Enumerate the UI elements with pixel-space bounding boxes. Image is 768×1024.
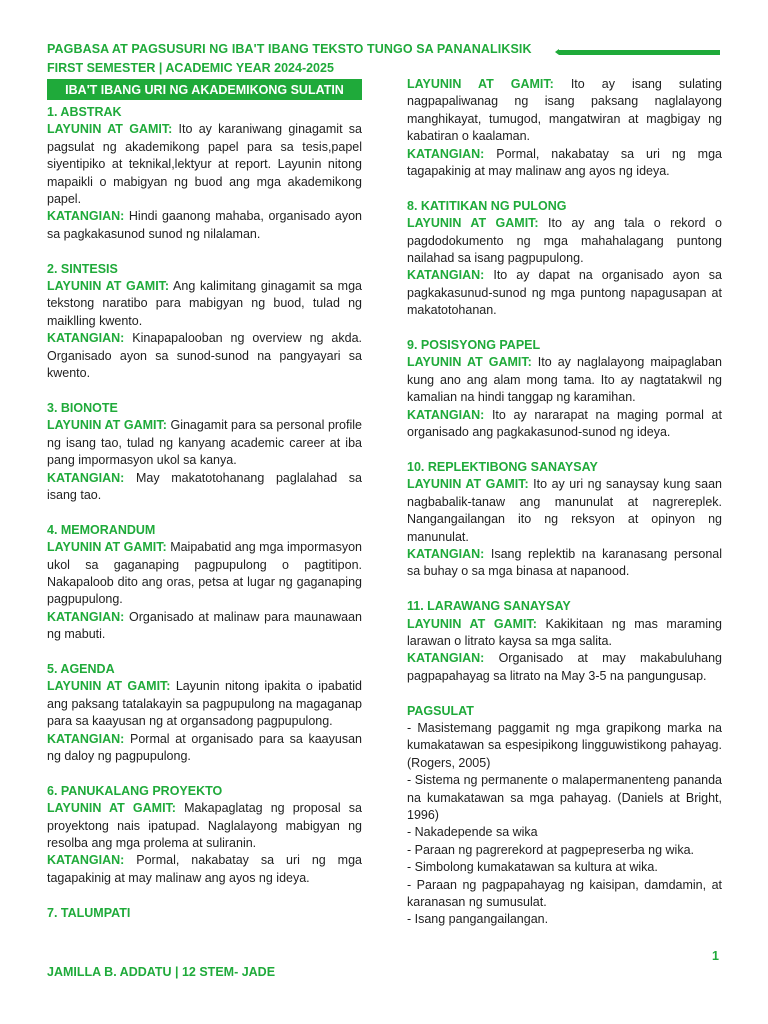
section-layunin — [407, 215, 722, 267]
katangian-text: Isang replektib na karanasang personal sa buhay o sa mga binasa at napanood. — [407, 546, 722, 579]
document-title: PAGBASA AT PAGSUSURI NG IBA'T IBANG TEKSTO TUNGO SA PANANALIKSIK — [47, 42, 532, 56]
section-pagsulat — [407, 703, 722, 929]
katangian-label: KATANGIAN: — [407, 268, 485, 283]
section-title: 3. BIONOTE — [47, 400, 118, 415]
layunin-label: LAYUNIN AT GAMIT: — [407, 216, 539, 231]
katangian-text: May makatotohanang paglalahad sa isang tao. — [47, 470, 362, 502]
layunin-text: Ito ay uri ng sanaysay kung saan nagbabalik-tanaw ang manunulat at nagrereplek. Nangangailangan ito ng reksyon at opinyon ng manunulat. — [407, 477, 723, 544]
section-larawang-sanaysay — [407, 598, 722, 685]
section-title: 2. SINTESIS — [47, 261, 118, 276]
section-banner: IBA'T IBANG URI NG AKADEMIKONG SULATIN — [47, 79, 362, 100]
section-katangian — [47, 330, 362, 382]
section-sintesis — [47, 261, 362, 383]
section-abstrak — [47, 104, 362, 243]
section-katangian — [407, 546, 722, 581]
pagsulat-item: - Masistemang paggamit ng mga grapikong marka na kumakatawan sa espesipikong lingguwistikong pahayag. (Rogers, 2005) — [407, 720, 722, 770]
left-column — [47, 104, 362, 939]
layunin-text: Maipabatid ang mga impormasyon ukol sa gaganaping pagpupulong o pagtitipon. Nakapaloob dito ang oras, petsa at lugar ng gaganaping pagpupulong. — [47, 540, 362, 607]
section-title: 10. REPLEKTIBONG SANAYSAY — [407, 459, 598, 474]
document-subtitle: FIRST SEMESTER | ACADEMIC YEAR 2024-2025 — [47, 61, 334, 75]
layunin-label: LAYUNIN AT GAMIT: — [407, 77, 554, 91]
pagsulat-item: - Paraan ng pagpapahayag ng kaisipan, damdamin, at karanasan ng sumusulat. — [407, 877, 722, 910]
section-layunin — [47, 121, 362, 208]
section-layunin — [407, 476, 722, 546]
layunin-text: Ito ay ang tala o rekord o pagdodokumento ng mga mahahalagang puntong nailahad sa isang pagpupulong. — [407, 216, 722, 266]
layunin-label: LAYUNIN AT GAMIT: — [47, 679, 171, 694]
katangian-text: Organisado at may makabuluhang pagpapahayag sa litrato na May 3-5 na pangungusap. — [407, 651, 722, 683]
pagsulat-item: - Sistema ng permanente o malapermanenteng pananda na kumakatawan sa mga pahayag. (Daniels at Bright, 1996) — [407, 773, 722, 822]
section-title: 9. POSISYONG PAPEL — [407, 338, 541, 353]
section-layunin — [47, 539, 362, 609]
layunin-text: Ang kalimitang ginagamit sa mga tekstong naratibo para mabigyan ng buod, tulad ng maiklling kwento. — [47, 279, 362, 328]
pagsulat-item: - Paraan ng pagrerekord at pagpepreserba ng wika. — [407, 842, 694, 857]
section-replektibong-sanaysay — [407, 459, 722, 581]
katangian-label: KATANGIAN: — [407, 146, 485, 161]
layunin-label: LAYUNIN AT GAMIT: — [47, 122, 173, 137]
section-layunin — [47, 417, 362, 469]
layunin-text: Ito ay isang sulating nagpapaliwanag ng isang paksang naglalayong manghikayat, tumugod, mangatwiran at magbigay ng kabatiran o kaalaman. — [407, 77, 722, 144]
section-panukalang-proyekto — [47, 783, 362, 887]
pagsulat-item: - Simbolong kumakatawan sa kultura at wika. — [407, 860, 658, 875]
header-rule — [559, 50, 720, 55]
section-talumpati-continued — [407, 76, 722, 180]
katangian-label: KATANGIAN: — [407, 651, 485, 666]
section-katitikan-ng-pulong — [407, 198, 722, 320]
layunin-text: Ginagamit para sa personal profile ng isang tao, tulad ng kanyang academic career at iba pang impormasyon ukol sa kanya. — [47, 418, 362, 468]
section-title: 4. MEMORANDUM — [47, 522, 156, 537]
section-title: 7. TALUMPATI — [47, 905, 131, 920]
layunin-label: LAYUNIN AT GAMIT: — [47, 279, 170, 294]
katangian-text: Hindi gaanong mahaba, organisado ayon sa pagkakasunod sunod ng nilalaman. — [47, 209, 362, 241]
section-katangian — [47, 731, 362, 766]
layunin-text: Makapaglatag ng proposal sa proyektong nais ipatupad. Naglalayong mabigyan ng resolba ang mga prolema at suliranin. — [47, 801, 362, 850]
section-title: PAGSULAT — [407, 703, 474, 718]
katangian-label: KATANGIAN: — [47, 853, 125, 868]
layunin-text: Kakikitaan ng mas maraming larawan o litrato kaysa sa mga salita. — [407, 616, 723, 648]
katangian-label: KATANGIAN: — [407, 407, 485, 422]
katangian-text: Ito ay dapat na organisado ayon sa pagkakasunud-sunod ng mga puntong napagusapan at makatotohanan. — [407, 268, 722, 318]
section-katangian — [407, 407, 722, 442]
katangian-label: KATANGIAN: — [47, 609, 125, 624]
katangian-label: KATANGIAN: — [47, 470, 125, 485]
pagsulat-item: - Nakadepende sa wika — [407, 825, 538, 840]
section-katangian — [407, 650, 722, 685]
section-katangian — [47, 609, 362, 644]
section-layunin — [47, 278, 362, 330]
katangian-text: Organisado at malinaw para maunawaan ng mabuti. — [47, 609, 362, 642]
section-bionote — [47, 400, 362, 504]
pagsulat-item: - Isang pangangailangan. — [407, 912, 549, 927]
section-posisyong-papel — [407, 337, 722, 441]
katangian-text: Pormal at organisado para sa kaayusan ng daloy ng pagpupulong. — [47, 731, 362, 763]
section-layunin — [47, 678, 362, 730]
section-layunin — [47, 800, 362, 852]
section-title: 5. AGENDA — [47, 661, 115, 676]
katangian-text: Pormal, nakabatay sa uri ng mga tagapakinig at may malinaw ang ayos ng ideya. — [47, 853, 362, 885]
layunin-label: LAYUNIN AT GAMIT: — [407, 477, 529, 492]
layunin-label: LAYUNIN AT GAMIT: — [47, 540, 167, 555]
section-katangian — [47, 208, 362, 243]
section-title: 11. LARAWANG SANAYSAY — [407, 599, 571, 614]
section-title: 8. KATITIKAN NG PULONG — [407, 198, 567, 213]
section-katangian — [47, 470, 362, 505]
section-katangian — [47, 852, 362, 887]
section-layunin — [407, 616, 722, 651]
layunin-label: LAYUNIN AT GAMIT: — [407, 616, 537, 631]
katangian-label: KATANGIAN: — [47, 209, 125, 224]
layunin-text: Ito ay karaniwang ginagamit sa pagsulat ng akademikong papel para sa tesis,papel siyentipiko at teknikal,lektyur at report. Layunin nitong mapaikli o mabigyan ng buod ang mga akademikong papel. — [47, 122, 363, 207]
layunin-label: LAYUNIN AT GAMIT: — [407, 355, 532, 370]
page-number: 1 — [712, 949, 719, 963]
section-talumpati — [47, 905, 362, 922]
katangian-text: Ito ay nararapat na maging pormal at organisado ang pagkakasunod-sunod ng ideya. — [407, 407, 722, 440]
section-title: 1. ABSTRAK — [47, 105, 122, 119]
layunin-text: Ito ay naglalayong maipaglaban kung ano ang alam mong tama. Ito ay nagtatakwil ng kamalian na hindi tanggap ng karamihan. — [407, 355, 722, 405]
katangian-label: KATANGIAN: — [407, 546, 485, 561]
katangian-text: Kinapapalooban ng overview ng akda. Organisado ayon sa sunod-sunod na pangyayari sa kwento. — [47, 331, 362, 381]
katangian-text: Pormal, nakabatay sa uri ng mga tagapakinig at may malinaw ang ayos ng ideya. — [407, 146, 722, 179]
section-title: 6. PANUKALANG PROYEKTO — [47, 783, 223, 798]
layunin-label: LAYUNIN AT GAMIT: — [47, 418, 167, 433]
section-katangian — [407, 267, 722, 319]
section-layunin — [407, 76, 722, 146]
section-layunin — [407, 354, 722, 406]
section-memorandum — [47, 522, 362, 644]
section-katangian — [407, 146, 722, 181]
footer-author: JAMILLA B. ADDATU | 12 STEM- JADE — [47, 965, 276, 979]
katangian-label: KATANGIAN: — [47, 331, 125, 346]
section-agenda — [47, 661, 362, 765]
katangian-label: KATANGIAN: — [47, 731, 125, 746]
layunin-label: LAYUNIN AT GAMIT: — [47, 801, 176, 816]
right-column — [407, 76, 722, 946]
layunin-text: Layunin nitong ipakita o ipabatid ang paksang tatalakayin sa pagpupulong na magaganap para sa kaayusan ng at organsadong pagpupulong. — [47, 679, 362, 729]
